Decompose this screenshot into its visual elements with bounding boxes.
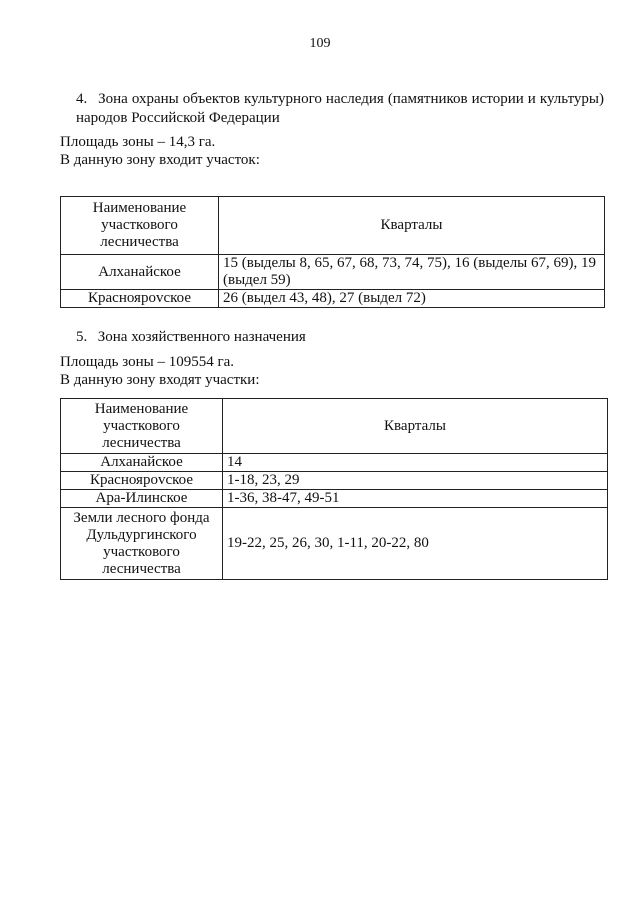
header-name-cell: Наименование участкового лесничества	[61, 197, 219, 255]
section-5-table	[60, 398, 608, 580]
header-quarters-cell: Кварталы	[223, 399, 608, 454]
quarters-cell: 1-36, 38-47, 49-51	[223, 490, 608, 508]
table-row	[61, 454, 608, 472]
table-row	[61, 290, 605, 308]
section-5-number: 5.	[76, 329, 88, 345]
quarters-cell: 1-18, 23, 29	[223, 472, 608, 490]
forestry-name-cell: Ара-Илинское	[61, 490, 223, 508]
section-4-heading	[76, 90, 604, 128]
table-header-row	[61, 197, 605, 255]
table-header-row	[61, 399, 608, 454]
forestry-name-cell: Земли лесного фонда Дульдургинского участкового лесничества	[61, 508, 223, 580]
table-row	[61, 255, 605, 290]
section-4-intro: В данную зону входит участок:	[60, 152, 260, 168]
section-4-table	[60, 196, 605, 308]
forestry-name-cell: Красноярovское	[61, 472, 223, 490]
page-number: 109	[309, 36, 331, 51]
table-row	[61, 508, 608, 580]
section-5-title: Зона хозяйственного назначения	[97, 329, 306, 345]
section-5-intro: В данную зону входят участки:	[60, 372, 260, 388]
section-4-number: 4.	[76, 91, 88, 107]
quarters-cell: 26 (выдел 43, 48), 27 (выдел 72)	[219, 290, 605, 308]
quarters-cell: 19-22, 25, 26, 30, 1-11, 20-22, 80	[223, 508, 608, 580]
section-4-title: Зона охраны объектов культурного наследия (памятников истории и культуры) народов Российской Федерации	[76, 91, 604, 126]
table-row	[61, 472, 608, 490]
forestry-name-cell: Алханайское	[61, 255, 219, 290]
section-5-heading	[76, 328, 604, 347]
section-4-area: Площадь зоны – 14,3 га.	[60, 134, 216, 150]
forestry-name-cell: Красноярovское	[61, 290, 219, 308]
header-quarters-cell: Кварталы	[219, 197, 605, 255]
table-row	[61, 490, 608, 508]
section-5-area: Площадь зоны – 109554 га.	[60, 354, 235, 370]
header-name-cell: Наименование участкового лесничества	[61, 399, 223, 454]
quarters-cell: 14	[223, 454, 608, 472]
forestry-name-cell: Алханайское	[61, 454, 223, 472]
quarters-cell: 15 (выделы 8, 65, 67, 68, 73, 74, 75), 16 (выделы 67, 69), 19 (выдел 59)	[219, 255, 605, 290]
